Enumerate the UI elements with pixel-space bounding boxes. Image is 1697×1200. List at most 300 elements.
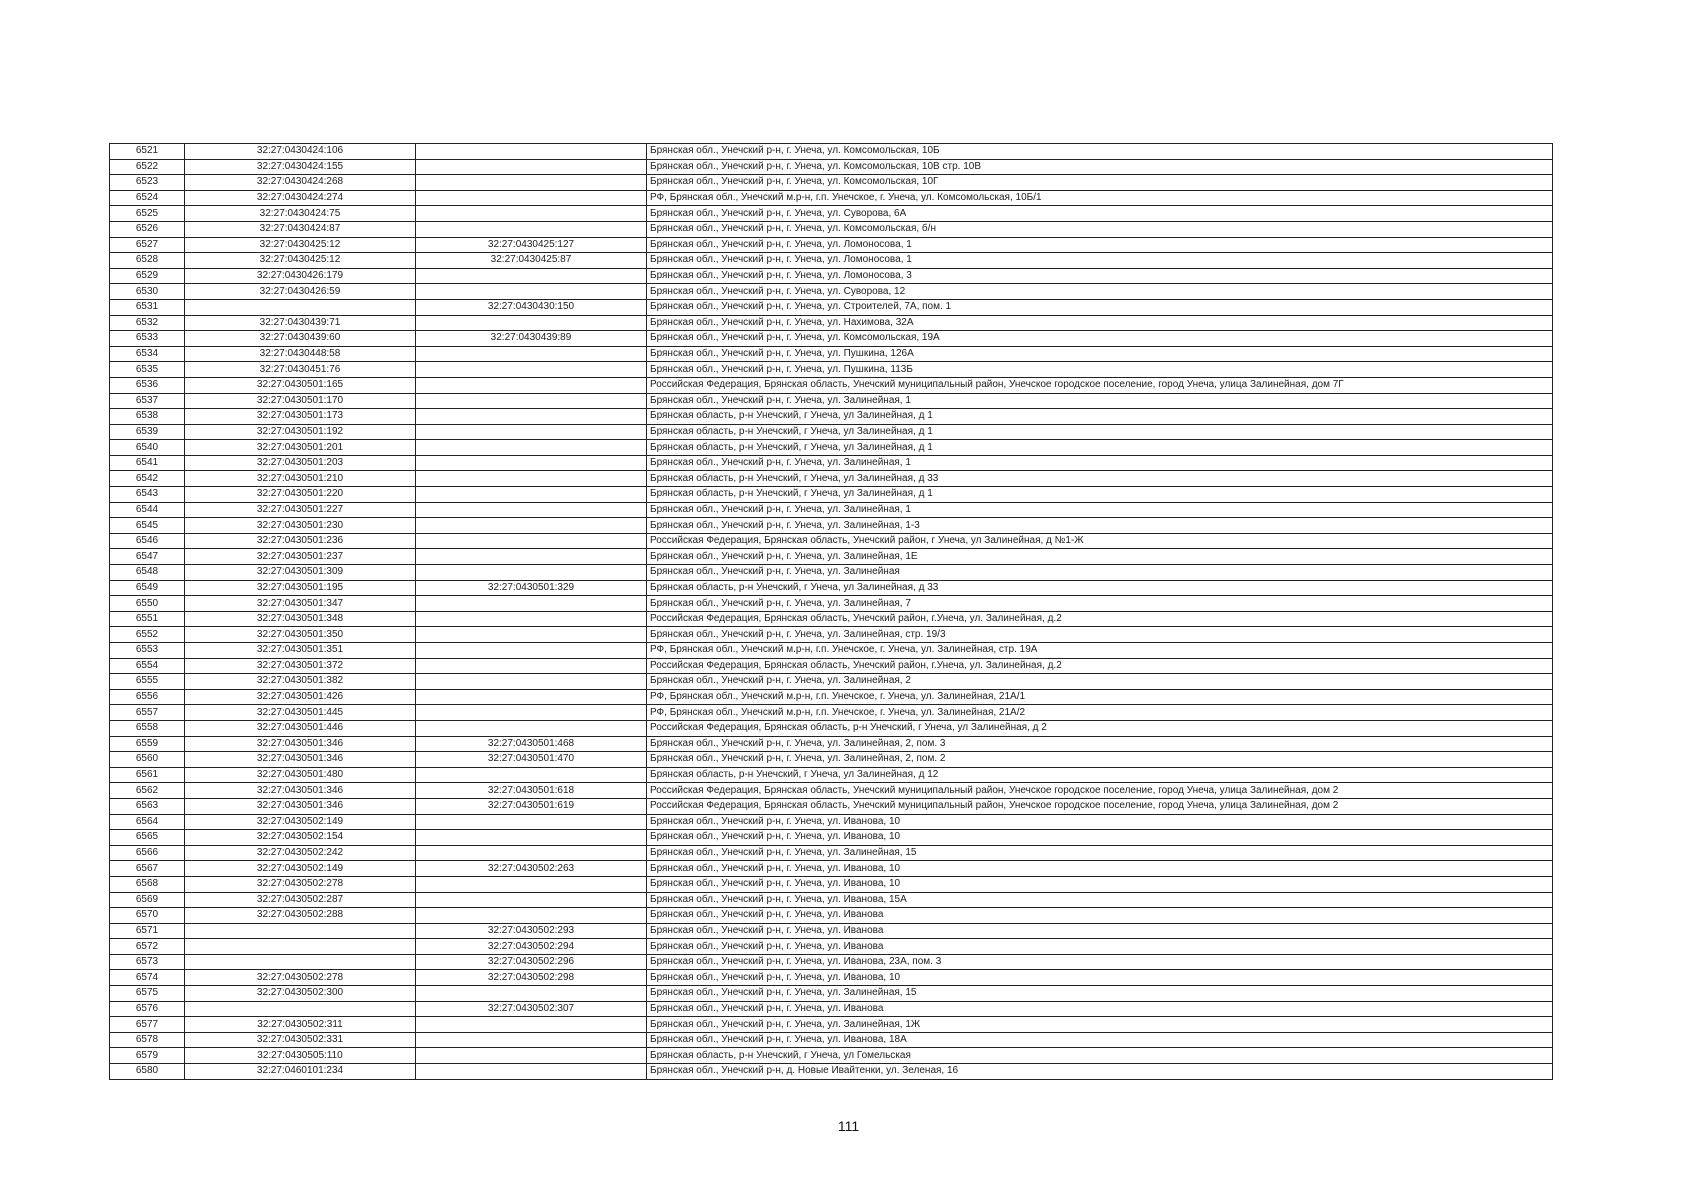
object-number-cell: 32:27:0430430:150	[416, 299, 647, 315]
address-cell: Брянская обл., Унечский р-н, г. Унеча, ул. Залинейная, 2, пом. 3	[647, 736, 1553, 752]
row-number-cell: 6523	[110, 175, 185, 191]
cadastral-number-cell	[185, 954, 416, 970]
object-number-cell: 32:27:0430425:87	[416, 253, 647, 269]
cadastral-number-cell: 32:27:0430501:382	[185, 674, 416, 690]
cadastral-number-cell: 32:27:0430501:446	[185, 720, 416, 736]
object-number-cell	[416, 892, 647, 908]
row-number-cell: 6568	[110, 876, 185, 892]
table-row	[110, 1017, 1553, 1033]
address-cell: Брянская обл., Унечский р-н, г. Унеча, ул. Ломоносова, 1	[647, 253, 1553, 269]
cadastral-number-cell: 32:27:0430501:210	[185, 471, 416, 487]
address-cell: Брянская обл., Унечский р-н, г. Унеча, ул. Суворова, 12	[647, 284, 1553, 300]
cadastral-number-cell: 32:27:0430501:346	[185, 783, 416, 799]
cadastral-number-cell: 32:27:0430451:76	[185, 362, 416, 378]
table-row	[110, 814, 1553, 830]
address-cell: Брянская обл., Унечский р-н, г. Унеча, ул. Залинейная, 2, пом. 2	[647, 752, 1553, 768]
object-number-cell: 32:27:0430502:294	[416, 939, 647, 955]
cadastral-number-cell: 32:27:0430425:12	[185, 237, 416, 253]
cadastral-number-cell	[185, 1001, 416, 1017]
object-number-cell: 32:27:0430501:470	[416, 752, 647, 768]
row-number-cell: 6579	[110, 1048, 185, 1064]
table-row	[110, 580, 1553, 596]
cadastral-number-cell: 32:27:0430501:480	[185, 767, 416, 783]
object-number-cell	[416, 596, 647, 612]
table-row	[110, 565, 1553, 581]
address-cell: Брянская область, р-н Унечский, г Унеча, ул Залинейная, д 1	[647, 409, 1553, 425]
cadastral-number-cell: 32:27:0430426:59	[185, 284, 416, 300]
object-number-cell	[416, 206, 647, 222]
row-number-cell: 6554	[110, 658, 185, 674]
address-cell: Брянская область, р-н Унечский, г Унеча, ул Залинейная, д 33	[647, 471, 1553, 487]
row-number-cell: 6569	[110, 892, 185, 908]
object-number-cell: 32:27:0430502:307	[416, 1001, 647, 1017]
table-row	[110, 315, 1553, 331]
row-number-cell: 6526	[110, 221, 185, 237]
address-cell: Брянская обл., Унечский р-н, г. Унеча, ул. Иванова	[647, 923, 1553, 939]
table-row	[110, 783, 1553, 799]
row-number-cell: 6555	[110, 674, 185, 690]
address-cell: РФ, Брянская обл., Унечский м.р-н, г.п. Унечское, г. Унеча, ул. Залинейная, 21А/2	[647, 705, 1553, 721]
address-cell: Брянская область, р-н Унечский, г Унеча, ул Залинейная, д 12	[647, 767, 1553, 783]
row-number-cell: 6527	[110, 237, 185, 253]
table-row	[110, 923, 1553, 939]
address-cell: Брянская обл., Унечский р-н, г. Унеча, ул. Пушкина, 113Б	[647, 362, 1553, 378]
address-cell: Брянская обл., Унечский р-н, г. Унеча, ул. Залинейная, 7	[647, 596, 1553, 612]
cadastral-number-cell: 32:27:0430501:236	[185, 533, 416, 549]
address-cell: Брянская обл., Унечский р-н, г. Унеча, ул. Иванова, 10	[647, 830, 1553, 846]
table-row	[110, 377, 1553, 393]
cadastral-number-cell: 32:27:0430439:60	[185, 331, 416, 347]
table-row	[110, 627, 1553, 643]
table-row	[110, 986, 1553, 1002]
table-row	[110, 284, 1553, 300]
table-row	[110, 908, 1553, 924]
table-row	[110, 861, 1553, 877]
row-number-cell: 6547	[110, 549, 185, 565]
cadastral-number-cell: 32:27:0430501:347	[185, 596, 416, 612]
cadastral-number-cell	[185, 923, 416, 939]
address-cell: Российская Федерация, Брянская область, Унечский муниципальный район, Унечское городское поселение, город Унеча, улица Залинейная, дом 7Г	[647, 377, 1553, 393]
cadastral-number-cell: 32:27:0430501:346	[185, 752, 416, 768]
row-number-cell: 6536	[110, 377, 185, 393]
cadastral-number-cell: 32:27:0430502:242	[185, 845, 416, 861]
table-row	[110, 752, 1553, 768]
table-row	[110, 830, 1553, 846]
address-cell: Брянская область, р-н Унечский, г Унеча, ул Залинейная, д 1	[647, 424, 1553, 440]
cadastral-number-cell: 32:27:0460101:234	[185, 1064, 416, 1080]
row-number-cell: 6571	[110, 923, 185, 939]
address-cell: Брянская область, р-н Унечский, г Унеча, ул Залинейная, д 1	[647, 440, 1553, 456]
table-row	[110, 1064, 1553, 1080]
row-number-cell: 6522	[110, 159, 185, 175]
cadastral-number-cell: 32:27:0430448:58	[185, 346, 416, 362]
row-number-cell: 6539	[110, 424, 185, 440]
object-number-cell	[416, 471, 647, 487]
cadastral-number-cell: 32:27:0430501:309	[185, 565, 416, 581]
row-number-cell: 6577	[110, 1017, 185, 1033]
address-cell: Брянская обл., Унечский р-н, г. Унеча, ул. Нахимова, 32А	[647, 315, 1553, 331]
row-number-cell: 6566	[110, 845, 185, 861]
object-number-cell	[416, 674, 647, 690]
table-row	[110, 720, 1553, 736]
object-number-cell	[416, 658, 647, 674]
object-number-cell	[416, 424, 647, 440]
cadastral-number-cell: 32:27:0430424:268	[185, 175, 416, 191]
object-number-cell: 32:27:0430439:89	[416, 331, 647, 347]
table-row	[110, 471, 1553, 487]
object-number-cell	[416, 986, 647, 1002]
row-number-cell: 6540	[110, 440, 185, 456]
table-row	[110, 190, 1553, 206]
address-cell: Брянская обл., Унечский р-н, г. Унеча, ул. Иванова, 23А, пом. 3	[647, 954, 1553, 970]
table-row	[110, 954, 1553, 970]
address-cell: Российская Федерация, Брянская область, Унечский район, г.Унеча, ул. Залинейная, д.2	[647, 611, 1553, 627]
address-cell: Брянская обл., Унечский р-н, г. Унеча, ул. Залинейная	[647, 565, 1553, 581]
cadastral-number-cell: 32:27:0430502:288	[185, 908, 416, 924]
object-number-cell: 32:27:0430502:296	[416, 954, 647, 970]
cadastral-number-cell: 32:27:0430501:201	[185, 440, 416, 456]
address-cell: Брянская обл., Унечский р-н, г. Унеча, ул. Залинейная, 15	[647, 986, 1553, 1002]
cadastral-number-cell: 32:27:0430501:192	[185, 424, 416, 440]
object-number-cell: 32:27:0430501:468	[416, 736, 647, 752]
row-number-cell: 6531	[110, 299, 185, 315]
row-number-cell: 6533	[110, 331, 185, 347]
cadastral-number-cell: 32:27:0430501:346	[185, 798, 416, 814]
object-number-cell	[416, 814, 647, 830]
row-number-cell: 6538	[110, 409, 185, 425]
row-number-cell: 6542	[110, 471, 185, 487]
object-number-cell	[416, 268, 647, 284]
table-row	[110, 845, 1553, 861]
row-number-cell: 6530	[110, 284, 185, 300]
table-row	[110, 970, 1553, 986]
cadastral-number-cell: 32:27:0430501:348	[185, 611, 416, 627]
address-cell: РФ, Брянская обл., Унечский м.р-н, г.п. Унечское, г. Унеча, ул. Залинейная, стр. 19А	[647, 643, 1553, 659]
table-row	[110, 502, 1553, 518]
object-number-cell	[416, 502, 647, 518]
table-row	[110, 689, 1553, 705]
cadastral-number-cell: 32:27:0430501:227	[185, 502, 416, 518]
cadastral-number-cell: 32:27:0430424:155	[185, 159, 416, 175]
row-number-cell: 6562	[110, 783, 185, 799]
cadastral-number-cell: 32:27:0430501:165	[185, 377, 416, 393]
cadastral-number-cell: 32:27:0430501:426	[185, 689, 416, 705]
object-number-cell	[416, 315, 647, 331]
address-cell: Брянская обл., Унечский р-н, г. Унеча, ул. Ломоносова, 3	[647, 268, 1553, 284]
row-number-cell: 6564	[110, 814, 185, 830]
table-row	[110, 424, 1553, 440]
object-number-cell	[416, 627, 647, 643]
row-number-cell: 6534	[110, 346, 185, 362]
cadastral-number-cell: 32:27:0430501:220	[185, 487, 416, 503]
registry-table	[109, 143, 1553, 1080]
object-number-cell: 32:27:0430501:329	[416, 580, 647, 596]
row-number-cell: 6560	[110, 752, 185, 768]
row-number-cell: 6572	[110, 939, 185, 955]
address-cell: Брянская обл., Унечский р-н, г. Унеча, ул. Суворова, 6А	[647, 206, 1553, 222]
object-number-cell	[416, 1017, 647, 1033]
address-cell: Брянская обл., Унечский р-н, г. Унеча, ул. Иванова, 10	[647, 876, 1553, 892]
cadastral-number-cell	[185, 299, 416, 315]
address-cell: Российская Федерация, Брянская область, Унечский район, г.Унеча, ул. Залинейная, д.2	[647, 658, 1553, 674]
object-number-cell	[416, 487, 647, 503]
address-cell: Российская Федерация, Брянская область, Унечский район, г Унеча, ул Залинейная, д №1-Ж	[647, 533, 1553, 549]
object-number-cell	[416, 720, 647, 736]
cadastral-number-cell	[185, 939, 416, 955]
object-number-cell	[416, 611, 647, 627]
table-row	[110, 767, 1553, 783]
object-number-cell	[416, 221, 647, 237]
cadastral-number-cell: 32:27:0430502:287	[185, 892, 416, 908]
address-cell: Брянская обл., Унечский р-н, г. Унеча, ул. Иванова	[647, 1001, 1553, 1017]
row-number-cell: 6525	[110, 206, 185, 222]
address-cell: Российская Федерация, Брянская область, р-н Унечский, г Унеча, ул Залинейная, д 2	[647, 720, 1553, 736]
row-number-cell: 6574	[110, 970, 185, 986]
address-cell: Российская Федерация, Брянская область, Унечский муниципальный район, Унечское городское поселение, город Унеча, улица Залинейная, дом 2	[647, 798, 1553, 814]
table-row	[110, 331, 1553, 347]
cadastral-number-cell: 32:27:0430424:87	[185, 221, 416, 237]
table-row	[110, 440, 1553, 456]
object-number-cell	[416, 190, 647, 206]
address-cell: Брянская область, р-н Унечский, г Унеча, ул Залинейная, д 33	[647, 580, 1553, 596]
address-cell: Брянская обл., Унечский р-н, г. Унеча, ул. Комсомольская, 10В стр. 10В	[647, 159, 1553, 175]
row-number-cell: 6529	[110, 268, 185, 284]
row-number-cell: 6553	[110, 643, 185, 659]
address-cell: Брянская обл., Унечский р-н, г. Унеча, ул. Залинейная, 2	[647, 674, 1553, 690]
cadastral-number-cell: 32:27:0430501:445	[185, 705, 416, 721]
object-number-cell	[416, 1064, 647, 1080]
address-cell: Брянская обл., Унечский р-н, г. Унеча, ул. Залинейная, стр. 19/3	[647, 627, 1553, 643]
address-cell: Брянская обл., Унечский р-н, г. Унеча, ул. Иванова, 18А	[647, 1032, 1553, 1048]
object-number-cell	[416, 767, 647, 783]
table-row	[110, 455, 1553, 471]
cadastral-number-cell: 32:27:0430505:110	[185, 1048, 416, 1064]
row-number-cell: 6550	[110, 596, 185, 612]
address-cell: Брянская обл., Унечский р-н, г. Унеча, ул. Иванова, 10	[647, 861, 1553, 877]
cadastral-number-cell: 32:27:0430501:346	[185, 736, 416, 752]
object-number-cell	[416, 908, 647, 924]
address-cell: Брянская обл., Унечский р-н, г. Унеча, ул. Комсомольская, 10Б	[647, 144, 1553, 160]
object-number-cell	[416, 565, 647, 581]
object-number-cell	[416, 362, 647, 378]
table-row	[110, 221, 1553, 237]
row-number-cell: 6524	[110, 190, 185, 206]
address-cell: Брянская обл., Унечский р-н, г. Унеча, ул. Иванова	[647, 939, 1553, 955]
table-row	[110, 892, 1553, 908]
table-row	[110, 144, 1553, 160]
cadastral-number-cell: 32:27:0430502:278	[185, 970, 416, 986]
cadastral-number-cell: 32:27:0430501:372	[185, 658, 416, 674]
address-cell: Брянская обл., Унечский р-н, д. Новые Ивайтенки, ул. Зеленая, 16	[647, 1064, 1553, 1080]
row-number-cell: 6521	[110, 144, 185, 160]
row-number-cell: 6565	[110, 830, 185, 846]
table-row	[110, 798, 1553, 814]
row-number-cell: 6580	[110, 1064, 185, 1080]
row-number-cell: 6546	[110, 533, 185, 549]
address-cell: Брянская обл., Унечский р-н, г. Унеча, ул. Залинейная, 1Е	[647, 549, 1553, 565]
cadastral-number-cell: 32:27:0430502:300	[185, 986, 416, 1002]
row-number-cell: 6548	[110, 565, 185, 581]
cadastral-number-cell: 32:27:0430501:173	[185, 409, 416, 425]
table-row	[110, 409, 1553, 425]
row-number-cell: 6532	[110, 315, 185, 331]
table-row	[110, 658, 1553, 674]
cadastral-number-cell: 32:27:0430501:195	[185, 580, 416, 596]
table-row	[110, 518, 1553, 534]
object-number-cell	[416, 1032, 647, 1048]
object-number-cell	[416, 393, 647, 409]
address-cell: Брянская обл., Унечский р-н, г. Унеча, ул. Залинейная, 1	[647, 393, 1553, 409]
object-number-cell	[416, 1048, 647, 1064]
row-number-cell: 6551	[110, 611, 185, 627]
row-number-cell: 6557	[110, 705, 185, 721]
table-row	[110, 533, 1553, 549]
row-number-cell: 6545	[110, 518, 185, 534]
address-cell: Брянская область, р-н Унечский, г Унеча, ул Залинейная, д 1	[647, 487, 1553, 503]
cadastral-number-cell: 32:27:0430501:230	[185, 518, 416, 534]
row-number-cell: 6537	[110, 393, 185, 409]
table-row	[110, 268, 1553, 284]
object-number-cell	[416, 175, 647, 191]
address-cell: Брянская обл., Унечский р-н, г. Унеча, ул. Пушкина, 126А	[647, 346, 1553, 362]
cadastral-number-cell: 32:27:0430439:71	[185, 315, 416, 331]
address-cell: Брянская обл., Унечский р-н, г. Унеча, ул. Иванова, 10	[647, 970, 1553, 986]
object-number-cell	[416, 705, 647, 721]
object-number-cell: 32:27:0430502:298	[416, 970, 647, 986]
cadastral-number-cell: 32:27:0430502:149	[185, 861, 416, 877]
address-cell: РФ, Брянская обл., Унечский м.р-н, г.п. Унечское, г. Унеча, ул. Залинейная, 21А/1	[647, 689, 1553, 705]
address-cell: Российская Федерация, Брянская область, Унечский муниципальный район, Унечское городское поселение, город Унеча, улица Залинейная, дом 2	[647, 783, 1553, 799]
object-number-cell	[416, 830, 647, 846]
table-row	[110, 253, 1553, 269]
table-row	[110, 393, 1553, 409]
object-number-cell	[416, 346, 647, 362]
address-cell: Брянская обл., Унечский р-н, г. Унеча, ул. Залинейная, 15	[647, 845, 1553, 861]
object-number-cell	[416, 284, 647, 300]
row-number-cell: 6573	[110, 954, 185, 970]
cadastral-number-cell: 32:27:0430424:274	[185, 190, 416, 206]
object-number-cell	[416, 518, 647, 534]
row-number-cell: 6559	[110, 736, 185, 752]
row-number-cell: 6558	[110, 720, 185, 736]
table-row	[110, 1001, 1553, 1017]
row-number-cell: 6549	[110, 580, 185, 596]
address-cell: Брянская обл., Унечский р-н, г. Унеча, ул. Залинейная, 1	[647, 502, 1553, 518]
address-cell: Брянская обл., Унечский р-н, г. Унеча, ул. Комсомольская, б/н	[647, 221, 1553, 237]
object-number-cell: 32:27:0430501:619	[416, 798, 647, 814]
object-number-cell	[416, 549, 647, 565]
page-number: 111	[837, 1118, 860, 1134]
cadastral-number-cell: 32:27:0430502:331	[185, 1032, 416, 1048]
table-row	[110, 549, 1553, 565]
cadastral-number-cell: 32:27:0430501:237	[185, 549, 416, 565]
cadastral-number-cell: 32:27:0430502:278	[185, 876, 416, 892]
object-number-cell	[416, 643, 647, 659]
cadastral-number-cell: 32:27:0430501:350	[185, 627, 416, 643]
object-number-cell	[416, 159, 647, 175]
object-number-cell: 32:27:0430425:127	[416, 237, 647, 253]
table-row	[110, 1048, 1553, 1064]
cadastral-number-cell: 32:27:0430426:179	[185, 268, 416, 284]
address-cell: Брянская обл., Унечский р-н, г. Унеча, ул. Иванова	[647, 908, 1553, 924]
object-number-cell	[416, 845, 647, 861]
address-cell: Брянская обл., Унечский р-н, г. Унеча, ул. Иванова, 10	[647, 814, 1553, 830]
table-row	[110, 237, 1553, 253]
object-number-cell: 32:27:0430502:263	[416, 861, 647, 877]
object-number-cell	[416, 876, 647, 892]
table-row	[110, 876, 1553, 892]
table-row	[110, 1032, 1553, 1048]
row-number-cell: 6535	[110, 362, 185, 378]
object-number-cell: 32:27:0430501:618	[416, 783, 647, 799]
table-row	[110, 299, 1553, 315]
table-row	[110, 736, 1553, 752]
table-row	[110, 596, 1553, 612]
object-number-cell	[416, 377, 647, 393]
row-number-cell: 6567	[110, 861, 185, 877]
object-number-cell	[416, 455, 647, 471]
row-number-cell: 6563	[110, 798, 185, 814]
address-cell: Брянская обл., Унечский р-н, г. Унеча, ул. Комсомольская, 10Г	[647, 175, 1553, 191]
table-row	[110, 487, 1553, 503]
table-row	[110, 674, 1553, 690]
row-number-cell: 6544	[110, 502, 185, 518]
cadastral-number-cell: 32:27:0430502:311	[185, 1017, 416, 1033]
table-row	[110, 362, 1553, 378]
table-row	[110, 611, 1553, 627]
cadastral-number-cell: 32:27:0430502:154	[185, 830, 416, 846]
table-row	[110, 175, 1553, 191]
address-cell: Брянская обл., Унечский р-н, г. Унеча, ул. Иванова, 15А	[647, 892, 1553, 908]
cadastral-number-cell: 32:27:0430424:75	[185, 206, 416, 222]
address-cell: Брянская область, р-н Унечский, г Унеча, ул Гомельская	[647, 1048, 1553, 1064]
cadastral-number-cell: 32:27:0430501:203	[185, 455, 416, 471]
row-number-cell: 6561	[110, 767, 185, 783]
row-number-cell: 6576	[110, 1001, 185, 1017]
object-number-cell: 32:27:0430502:293	[416, 923, 647, 939]
cadastral-number-cell: 32:27:0430501:170	[185, 393, 416, 409]
object-number-cell	[416, 409, 647, 425]
table-row	[110, 159, 1553, 175]
cadastral-number-cell: 32:27:0430425:12	[185, 253, 416, 269]
cadastral-number-cell: 32:27:0430501:351	[185, 643, 416, 659]
object-number-cell	[416, 440, 647, 456]
table-row	[110, 705, 1553, 721]
row-number-cell: 6552	[110, 627, 185, 643]
table-row	[110, 346, 1553, 362]
address-cell: РФ, Брянская обл., Унечский м.р-н, г.п. Унечское, г. Унеча, ул. Комсомольская, 10Б/1	[647, 190, 1553, 206]
cadastral-number-cell: 32:27:0430502:149	[185, 814, 416, 830]
row-number-cell: 6528	[110, 253, 185, 269]
address-cell: Брянская обл., Унечский р-н, г. Унеча, ул. Ломоносова, 1	[647, 237, 1553, 253]
table-row	[110, 643, 1553, 659]
row-number-cell: 6578	[110, 1032, 185, 1048]
object-number-cell	[416, 689, 647, 705]
row-number-cell: 6541	[110, 455, 185, 471]
table-row	[110, 206, 1553, 222]
registry-table-body	[110, 144, 1553, 1080]
address-cell: Брянская обл., Унечский р-н, г. Унеча, ул. Комсомольская, 19А	[647, 331, 1553, 347]
address-cell: Брянская обл., Унечский р-н, г. Унеча, ул. Строителей, 7А, пом. 1	[647, 299, 1553, 315]
row-number-cell: 6570	[110, 908, 185, 924]
cadastral-number-cell: 32:27:0430424:106	[185, 144, 416, 160]
row-number-cell: 6543	[110, 487, 185, 503]
row-number-cell: 6556	[110, 689, 185, 705]
address-cell: Брянская обл., Унечский р-н, г. Унеча, ул. Залинейная, 1Ж	[647, 1017, 1553, 1033]
address-cell: Брянская обл., Унечский р-н, г. Унеча, ул. Залинейная, 1	[647, 455, 1553, 471]
object-number-cell	[416, 533, 647, 549]
address-cell: Брянская обл., Унечский р-н, г. Унеча, ул. Залинейная, 1-3	[647, 518, 1553, 534]
